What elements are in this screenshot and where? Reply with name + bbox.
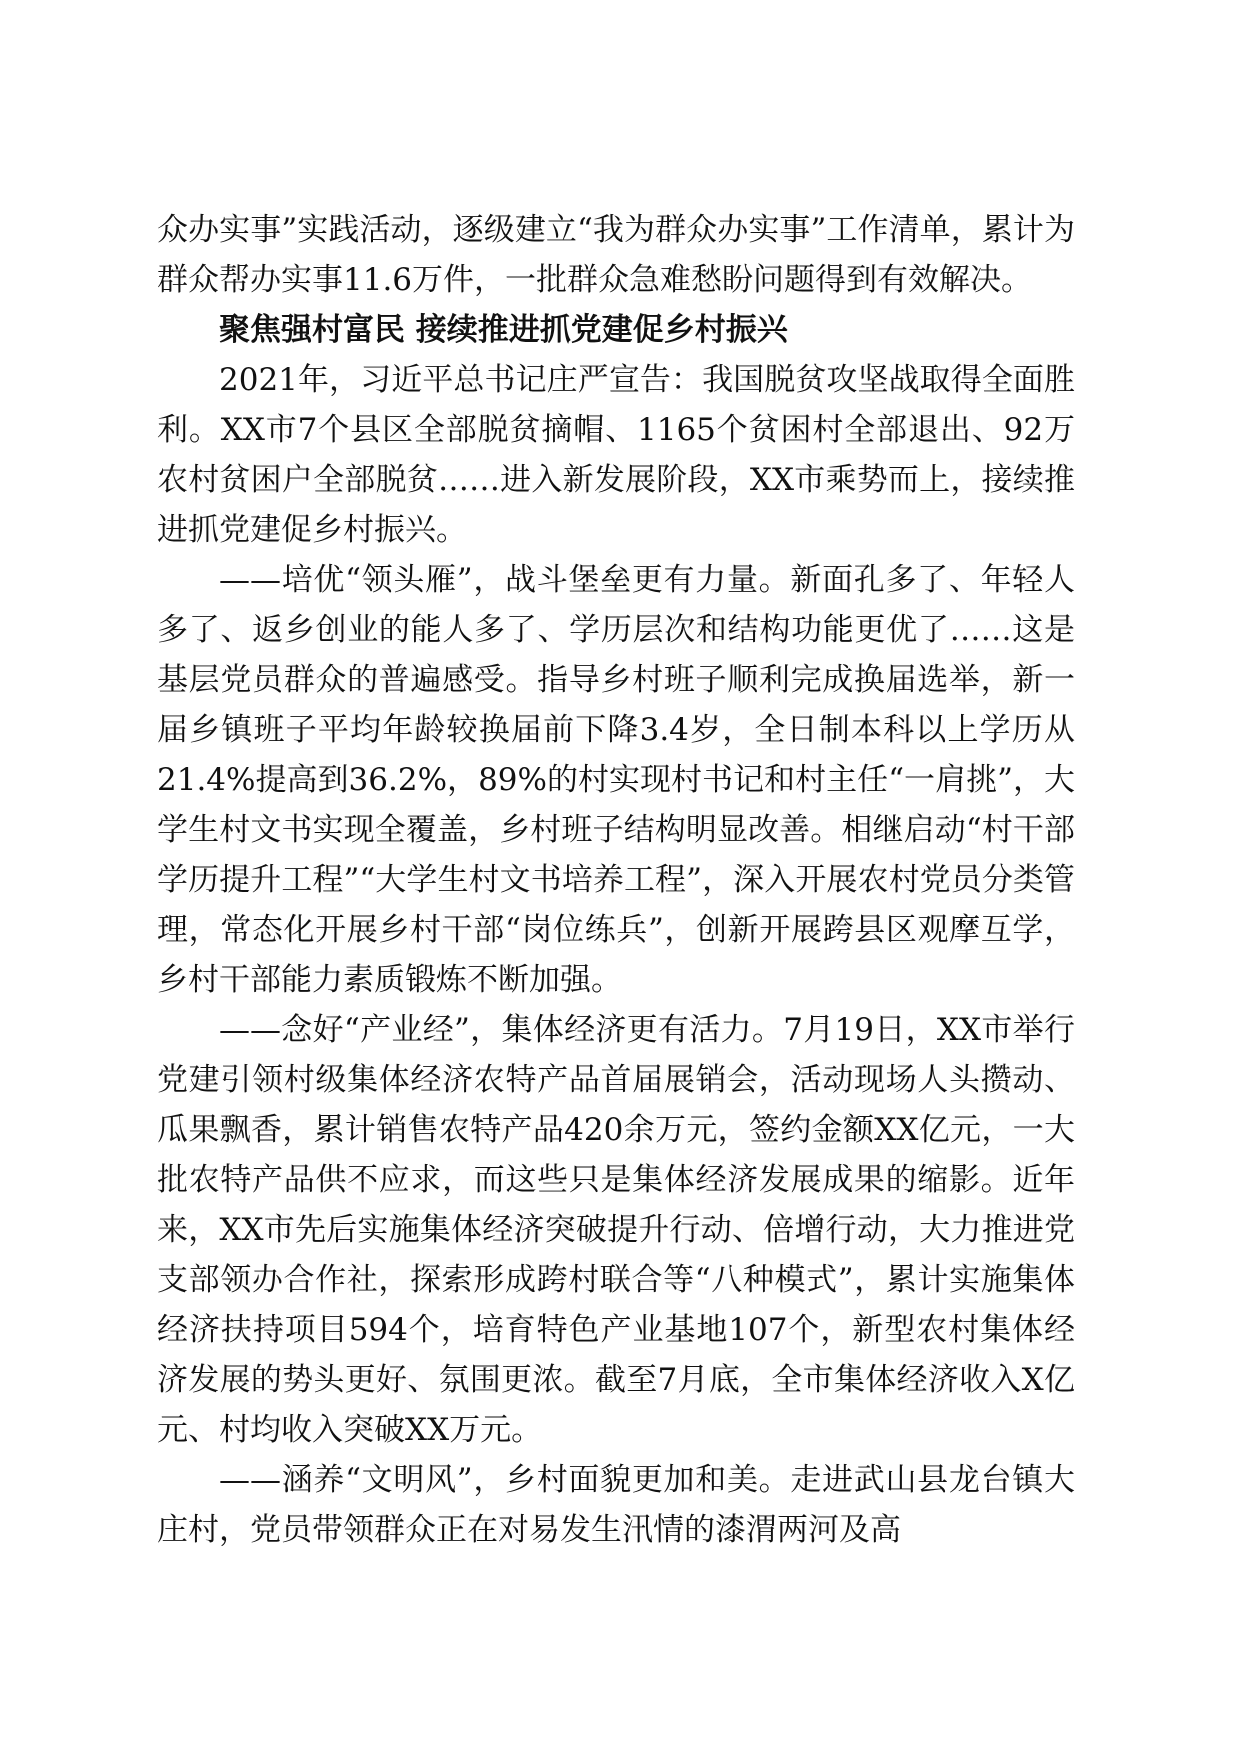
section-heading: 聚焦强村富民 接续推进抓党建促乡村振兴 [219,312,788,348]
paragraph-leaders: ——培优“领头雁”，战斗堡垒更有力量。新面孔多了、年轻人多了、返乡创业的能人多了、学历层次和结构功能更优了……这是基层党员群众的普遍感受。指导乡村班子顺利完成换届选举，新一届乡镇班子平均年龄较换届前下降3.4岁，全日制本科以上学历从21.4%提高到36.2%，89%的村实现村书记和村主任“一肩挑”，大学生村文书实现全覆盖，乡村班子结构明显改善。相继启动“村干部学历提升工程”“大学生村文书培养工程”，深入开展农村党员分类管理，常态化开展乡村干部“岗位练兵”，创新开展跨县区观摩互学，乡村干部能力素质锻炼不断加强。 [157,562,1075,998]
paragraph-continuation: 众办实事”实践活动，逐级建立“我为群众办实事”工作清单，累计为群众帮办实事11.6万件，一批群众急难愁盼问题得到有效解决。 [157,212,1075,298]
document-body [157,205,1075,1555]
paragraph-industry: ——念好“产业经”，集体经济更有活力。7月19日，XX市举行党建引领村级集体经济农特产品首届展销会，活动现场人头攒动、瓜果飘香，累计销售农特产品420余万元，签约金额XX亿元，一大批农特产品供不应求，而这些只是集体经济发展成果的缩影。近年来，XX市先后实施集体经济突破提升行动、倍增行动，大力推进党支部领办合作社，探索形成跨村联合等“八种模式”，累计实施集体经济扶持项目594个，培育特色产业基地107个，新型农村集体经济发展的势头更好、氛围更浓。截至7月底，全市集体经济收入X亿元、村均收入突破XX万元。 [157,1012,1075,1448]
paragraph-civilization: ——涵养“文明风”，乡村面貌更加和美。走进武山县龙台镇大庄村，党员带领群众正在对易发生汛情的漆渭两河及高 [157,1462,1075,1548]
paragraph-intro: 2021年，习近平总书记庄严宣告：我国脱贫攻坚战取得全面胜利。XX市7个县区全部脱贫摘帽、1165个贫困村全部退出、92万农村贫困户全部脱贫……进入新发展阶段，XX市乘势而上，接续推进抓党建促乡村振兴。 [157,362,1075,548]
